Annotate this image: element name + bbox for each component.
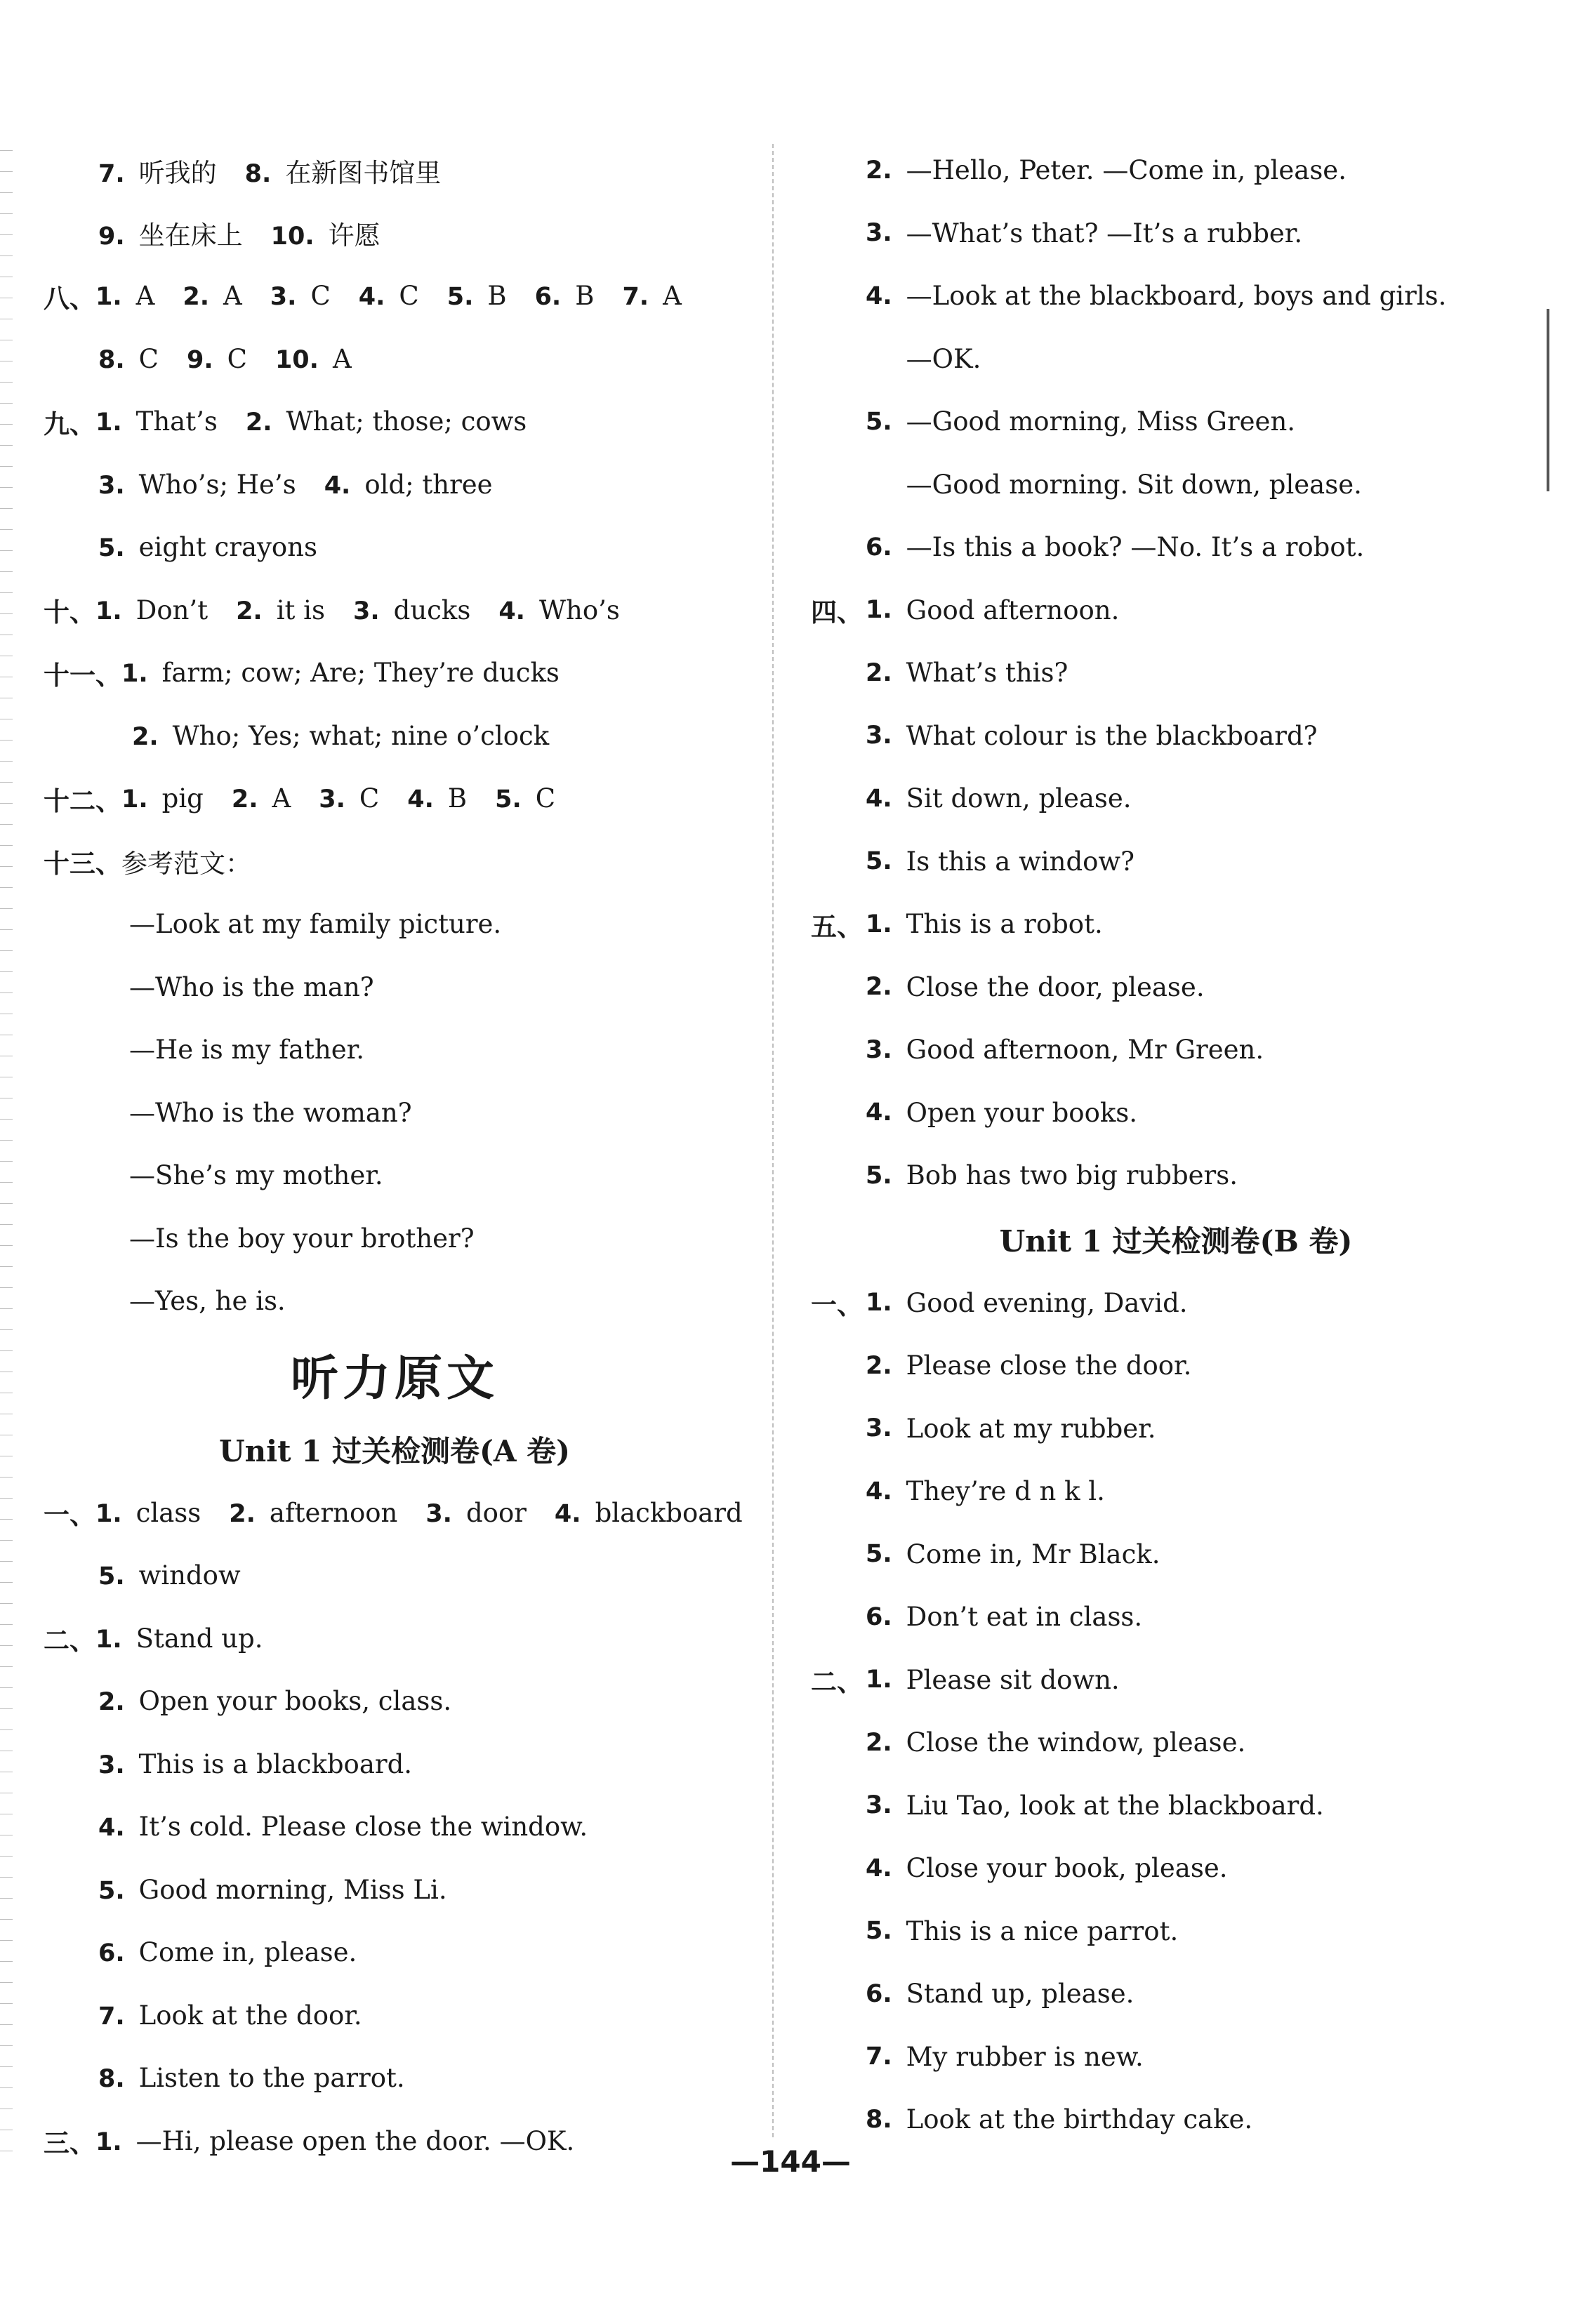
section-number: 五、 — [811, 911, 863, 942]
item-number: 8. — [866, 2105, 892, 2134]
answer-item — [98, 1875, 447, 1905]
script-line — [811, 1397, 1541, 1461]
answer-item — [271, 214, 381, 252]
item-text: This is a blackboard. — [138, 1748, 413, 1779]
section-number: 四、 — [811, 597, 863, 628]
answer-item — [447, 281, 507, 311]
item-text: pig — [161, 783, 204, 814]
script-line — [811, 453, 1541, 517]
item-number: 2. — [866, 658, 892, 687]
answer-line — [44, 202, 746, 265]
item-number: 2. — [866, 1728, 892, 1757]
item-number: 5. — [98, 534, 125, 563]
answer-line — [44, 1733, 746, 1796]
item-text: A — [332, 343, 352, 374]
item-text: Come in, Mr Black. — [906, 1539, 1160, 1569]
item-number: 1. — [95, 409, 122, 437]
section-heading: 听力原文 — [290, 1350, 498, 1407]
item-text: C — [310, 281, 331, 312]
item-number: 4. — [358, 283, 385, 312]
item-number: 4. — [407, 785, 434, 814]
item-number: 5. — [98, 1562, 125, 1591]
script-line — [811, 830, 1541, 894]
script-line — [811, 893, 1541, 956]
item-text: —Good morning, Miss Green. — [906, 406, 1296, 437]
item-text: My rubber is new. — [906, 2041, 1144, 2072]
item-number: 1. — [95, 2127, 122, 2156]
item-text: They’re d n k l. — [906, 1476, 1105, 1507]
item-text: This is a robot. — [906, 909, 1103, 940]
item-text: Come in, please. — [138, 1937, 357, 1968]
item-number: 10. — [270, 223, 315, 251]
answer-item — [555, 1498, 743, 1528]
answer-line — [44, 1984, 746, 2047]
script-line — [811, 1649, 1541, 1712]
essay-line: —She’s my mother. — [129, 1160, 383, 1191]
script-line — [811, 1837, 1541, 1900]
answer-item — [98, 344, 159, 374]
item-number: 5. — [866, 1917, 892, 1946]
item-text: —Look at the blackboard, boys and girls. — [906, 281, 1447, 312]
sample-essay — [44, 893, 746, 1333]
item-number: 3. — [866, 1791, 892, 1820]
item-text: it is — [276, 595, 326, 625]
item-text: 听我的 — [138, 157, 217, 188]
item-text: Who’s — [538, 595, 620, 625]
item-text: C — [138, 343, 159, 374]
item-text: C — [399, 281, 419, 312]
item-number: 2. — [866, 1351, 892, 1380]
item-number: 3. — [866, 1414, 892, 1443]
item-text: class — [135, 1497, 201, 1528]
item-number: 1. — [866, 596, 892, 625]
essay-line: —Who is the woman? — [129, 1097, 412, 1128]
item-number: 1. — [95, 1625, 122, 1654]
item-text: Listen to the parrot. — [138, 2063, 405, 2094]
item-number: 5. — [495, 785, 522, 814]
answer-item — [270, 281, 331, 311]
answer-item — [187, 344, 247, 374]
item-text: Sit down, please. — [906, 783, 1132, 814]
left-column — [44, 139, 746, 2172]
page-number: —144— — [730, 2144, 851, 2179]
script-line — [811, 1082, 1541, 1145]
item-text: B — [447, 783, 468, 814]
item-number: 1. — [95, 283, 122, 312]
script-line — [811, 516, 1541, 579]
script-line — [811, 390, 1541, 453]
answer-item — [98, 1686, 451, 1716]
script-line — [811, 139, 1541, 202]
item-number: 2. — [132, 722, 159, 751]
answer-item — [498, 595, 620, 625]
item-text: Please close the door. — [906, 1350, 1192, 1381]
answer-item — [98, 214, 243, 252]
script-line — [811, 1900, 1541, 1963]
answer-item — [319, 783, 379, 814]
item-text: Good morning, Miss Li. — [138, 1874, 447, 1905]
item-number: 9. — [186, 345, 213, 374]
item-number: 3. — [866, 722, 892, 750]
item-text: Open your books. — [906, 1097, 1138, 1128]
scan-mark — [1547, 309, 1549, 491]
answer-item — [98, 1812, 588, 1842]
item-text: Good afternoon. — [906, 595, 1120, 625]
answer-item — [353, 595, 470, 625]
section-number: 三、 — [44, 2128, 95, 2159]
answer-item — [95, 406, 218, 437]
item-number: 3. — [98, 471, 125, 500]
script-line — [811, 1963, 1541, 2026]
item-text: C — [359, 783, 380, 814]
answer-item — [229, 1498, 397, 1528]
item-number: 8. — [244, 159, 272, 188]
item-number: 2. — [231, 785, 258, 814]
item-number: 1. — [866, 1289, 892, 1317]
item-text: —Hi, please open the door. —OK. — [135, 2125, 575, 2156]
item-number: 4. — [866, 1854, 892, 1883]
essay-line: —He is my father. — [129, 1035, 364, 1065]
item-number: 5. — [866, 407, 892, 436]
item-number: 5. — [866, 1540, 892, 1569]
answer-item — [183, 281, 242, 311]
answer-line — [44, 705, 746, 768]
script-line — [811, 1711, 1541, 1774]
item-text: Stand up, please. — [906, 1979, 1135, 2010]
item-number: 3. — [270, 283, 297, 312]
answer-item — [535, 281, 595, 311]
section-number: 十一、 — [44, 660, 121, 691]
item-number: 1. — [95, 597, 122, 625]
item-text: —OK. — [906, 343, 981, 374]
answer-line — [44, 1607, 746, 1671]
script-line — [811, 705, 1541, 768]
item-number: 1. — [121, 660, 148, 689]
item-text: 坐在床上 — [138, 220, 243, 251]
item-text: window — [138, 1560, 241, 1591]
item-number: 3. — [319, 785, 345, 814]
script-line — [811, 956, 1541, 1019]
answer-item — [98, 470, 296, 500]
item-text: Good evening, David. — [906, 1287, 1188, 1318]
script-line — [811, 1144, 1541, 1207]
essay-line: —Who is the man? — [129, 971, 374, 1002]
item-text: Who; Yes; what; nine o’clock — [172, 720, 550, 751]
answer-line — [44, 1921, 746, 1984]
answer-item — [121, 783, 204, 814]
item-text: door — [465, 1497, 527, 1528]
answer-item — [232, 783, 291, 814]
item-number: 2. — [866, 156, 892, 185]
item-number: 8. — [98, 2065, 125, 2094]
item-text: —Is this a book? —No. It’s a robot. — [906, 532, 1365, 563]
item-number: 6. — [866, 533, 892, 562]
unit-test-a-heading: Unit 1 过关检测卷(A 卷) — [219, 1433, 570, 1468]
item-text: —What’s that? —It’s a rubber. — [906, 218, 1303, 248]
answer-line — [44, 453, 746, 517]
section-number: 二、 — [44, 1626, 95, 1656]
listening-script-a-continued — [811, 139, 1541, 1207]
item-number: 2. — [245, 409, 272, 437]
answer-line — [44, 1670, 746, 1733]
item-text: —Good morning. Sit down, please. — [906, 469, 1362, 500]
item-text: C — [227, 343, 247, 374]
answer-item — [98, 1749, 412, 1779]
item-text: B — [487, 281, 507, 312]
item-text: farm; cow; Are; They’re ducks — [161, 658, 560, 689]
item-number: 3. — [866, 1035, 892, 1064]
item-number: 2. — [229, 1499, 256, 1528]
item-text: eight crayons — [138, 532, 317, 563]
answer-line — [44, 139, 746, 202]
item-text: Don’t eat in class. — [906, 1602, 1143, 1633]
item-text: Close your book, please. — [906, 1853, 1228, 1884]
item-number: 7. — [98, 2002, 125, 2031]
script-line — [811, 328, 1541, 391]
item-number: 8. — [98, 345, 125, 374]
item-number: 4. — [866, 784, 892, 813]
item-text: B — [575, 281, 595, 312]
script-line — [811, 2088, 1541, 2151]
answer-line — [44, 516, 746, 579]
right-column — [811, 139, 1541, 2151]
item-text: A — [135, 281, 155, 312]
answer-item — [132, 721, 549, 751]
script-line — [811, 1272, 1541, 1335]
item-text: ducks — [393, 595, 471, 625]
item-text: 在新图书馆里 — [285, 157, 442, 188]
item-number: 9. — [98, 223, 125, 251]
answer-item — [246, 406, 527, 437]
item-number: 2. — [866, 973, 892, 1002]
item-text: Please sit down. — [906, 1664, 1120, 1695]
listening-script-a — [44, 1482, 746, 2173]
answer-line — [44, 1482, 746, 1545]
item-number: 2. — [183, 283, 210, 312]
section-number: 九、 — [44, 409, 95, 439]
item-text: Open your books, class. — [138, 1686, 452, 1717]
item-number: 6. — [866, 1602, 892, 1631]
answer-line — [44, 328, 746, 391]
section-number: 一、 — [44, 1500, 95, 1531]
script-line — [811, 767, 1541, 830]
answer-line — [44, 265, 746, 328]
item-number: 10. — [274, 345, 319, 374]
item-number: 7. — [98, 159, 125, 188]
item-text: Bob has two big rubbers. — [906, 1160, 1238, 1191]
answer-item — [98, 532, 317, 562]
essay-line: —Look at my family picture. — [129, 909, 502, 940]
item-number: 7. — [622, 283, 649, 312]
answer-line — [44, 830, 746, 894]
answer-line — [44, 642, 746, 705]
answer-line — [44, 1859, 746, 1922]
answer-line — [44, 579, 746, 642]
item-text: C — [535, 783, 556, 814]
answer-line — [44, 390, 746, 453]
answer-item — [275, 344, 352, 374]
item-text: afternoon — [269, 1497, 398, 1528]
answer-item — [98, 152, 217, 190]
answer-item — [324, 470, 493, 500]
item-number: 4. — [866, 1477, 892, 1506]
item-text: Don’t — [135, 595, 209, 625]
item-text: Good afternoon, Mr Green. — [906, 1035, 1264, 1065]
page-edge-decoration — [0, 140, 13, 2162]
answer-line — [44, 767, 746, 830]
answer-item — [98, 1560, 241, 1591]
item-text: Look at the birthday cake. — [906, 2104, 1253, 2135]
answer-item — [95, 1624, 263, 1654]
section-number: 十二、 — [44, 785, 121, 816]
item-text: Stand up. — [135, 1623, 263, 1654]
item-number: 3. — [425, 1499, 452, 1528]
section-number: 十三、 — [44, 849, 121, 879]
answer-item — [95, 595, 208, 625]
section-number: 八、 — [44, 283, 95, 314]
item-number: 3. — [98, 1751, 125, 1779]
listening-script-b — [811, 1272, 1541, 2151]
item-text: —Hello, Peter. —Come in, please. — [906, 155, 1347, 186]
script-line — [811, 1334, 1541, 1397]
item-text: old; three — [364, 469, 493, 500]
item-text: What’s this? — [906, 658, 1069, 689]
answer-item — [495, 783, 555, 814]
item-number: 4. — [554, 1499, 581, 1528]
script-line — [811, 1774, 1541, 1838]
answer-item — [98, 2063, 405, 2093]
item-number: 7. — [866, 2043, 892, 2071]
essay-line: —Yes, he is. — [129, 1286, 286, 1317]
item-number: 1. — [866, 910, 892, 938]
item-number: 4. — [324, 471, 351, 500]
answer-item — [98, 1937, 357, 1967]
item-text: 许愿 — [328, 220, 381, 251]
item-number: 1. — [95, 1499, 122, 1528]
item-text: Look at the door. — [138, 2000, 362, 2031]
item-number: 1. — [121, 785, 148, 814]
item-number: 3. — [866, 219, 892, 248]
item-text: Who’s; He’s — [138, 469, 296, 500]
column-divider — [772, 144, 774, 2137]
section-number: 一、 — [811, 1290, 863, 1321]
item-number: 5. — [866, 1161, 892, 1190]
item-text: Look at my rubber. — [906, 1413, 1156, 1444]
answer-item — [236, 595, 325, 625]
item-number: 6. — [98, 1939, 125, 1968]
item-number: 6. — [866, 1979, 892, 2008]
item-text: A — [272, 783, 291, 814]
script-line — [811, 642, 1541, 705]
item-number: 5. — [446, 283, 474, 312]
script-line — [811, 1523, 1541, 1586]
item-number: 1. — [866, 1666, 892, 1694]
answer-line — [44, 2047, 746, 2110]
answer-text: 参考范文： — [121, 849, 251, 879]
item-text: That’s — [135, 406, 218, 437]
item-number: 4. — [498, 597, 525, 625]
item-number: 5. — [866, 847, 892, 876]
item-number: 5. — [98, 1876, 125, 1905]
item-text: A — [663, 281, 682, 312]
script-line — [811, 2026, 1541, 2089]
answer-item — [121, 658, 560, 688]
script-line — [811, 579, 1541, 642]
section-number: 二、 — [811, 1667, 863, 1698]
answer-key-list — [44, 139, 746, 893]
script-line — [811, 265, 1541, 328]
item-number: 6. — [534, 283, 562, 312]
item-number: 4. — [866, 281, 892, 310]
answer-line — [44, 1795, 746, 1859]
answer-item — [95, 281, 154, 311]
item-number: 4. — [98, 1814, 125, 1842]
item-text: It’s cold. Please close the window. — [138, 1812, 588, 1842]
script-line — [811, 1586, 1541, 1649]
answer-item — [245, 152, 442, 190]
script-line — [811, 1460, 1541, 1523]
unit-test-b-heading: Unit 1 过关检测卷(B 卷) — [999, 1223, 1353, 1259]
script-line — [811, 1018, 1541, 1082]
item-text: This is a nice parrot. — [906, 1915, 1179, 1946]
item-text: What colour is the blackboard? — [906, 720, 1318, 751]
item-text: blackboard — [595, 1497, 743, 1528]
item-number: 2. — [98, 1688, 125, 1717]
script-line — [811, 202, 1541, 265]
answer-item — [359, 281, 419, 311]
item-text: A — [223, 281, 242, 312]
item-number: 3. — [353, 597, 380, 625]
item-text: What; those; cows — [286, 406, 527, 437]
answer-item — [407, 783, 467, 814]
item-text: Is this a window? — [906, 846, 1135, 877]
item-text: Liu Tao, look at the blackboard. — [906, 1790, 1324, 1821]
answer-line — [44, 1544, 746, 1607]
item-number: 2. — [236, 597, 263, 625]
item-number: 4. — [866, 1098, 892, 1127]
item-text: Close the window, please. — [906, 1727, 1246, 1758]
item-text: Close the door, please. — [906, 971, 1205, 1002]
answer-item — [622, 281, 681, 311]
answer-item — [95, 1498, 201, 1528]
answer-item — [425, 1498, 527, 1528]
essay-line: —Is the boy your brother? — [129, 1223, 475, 1254]
section-number: 十、 — [44, 597, 95, 628]
answer-item — [98, 2000, 362, 2031]
